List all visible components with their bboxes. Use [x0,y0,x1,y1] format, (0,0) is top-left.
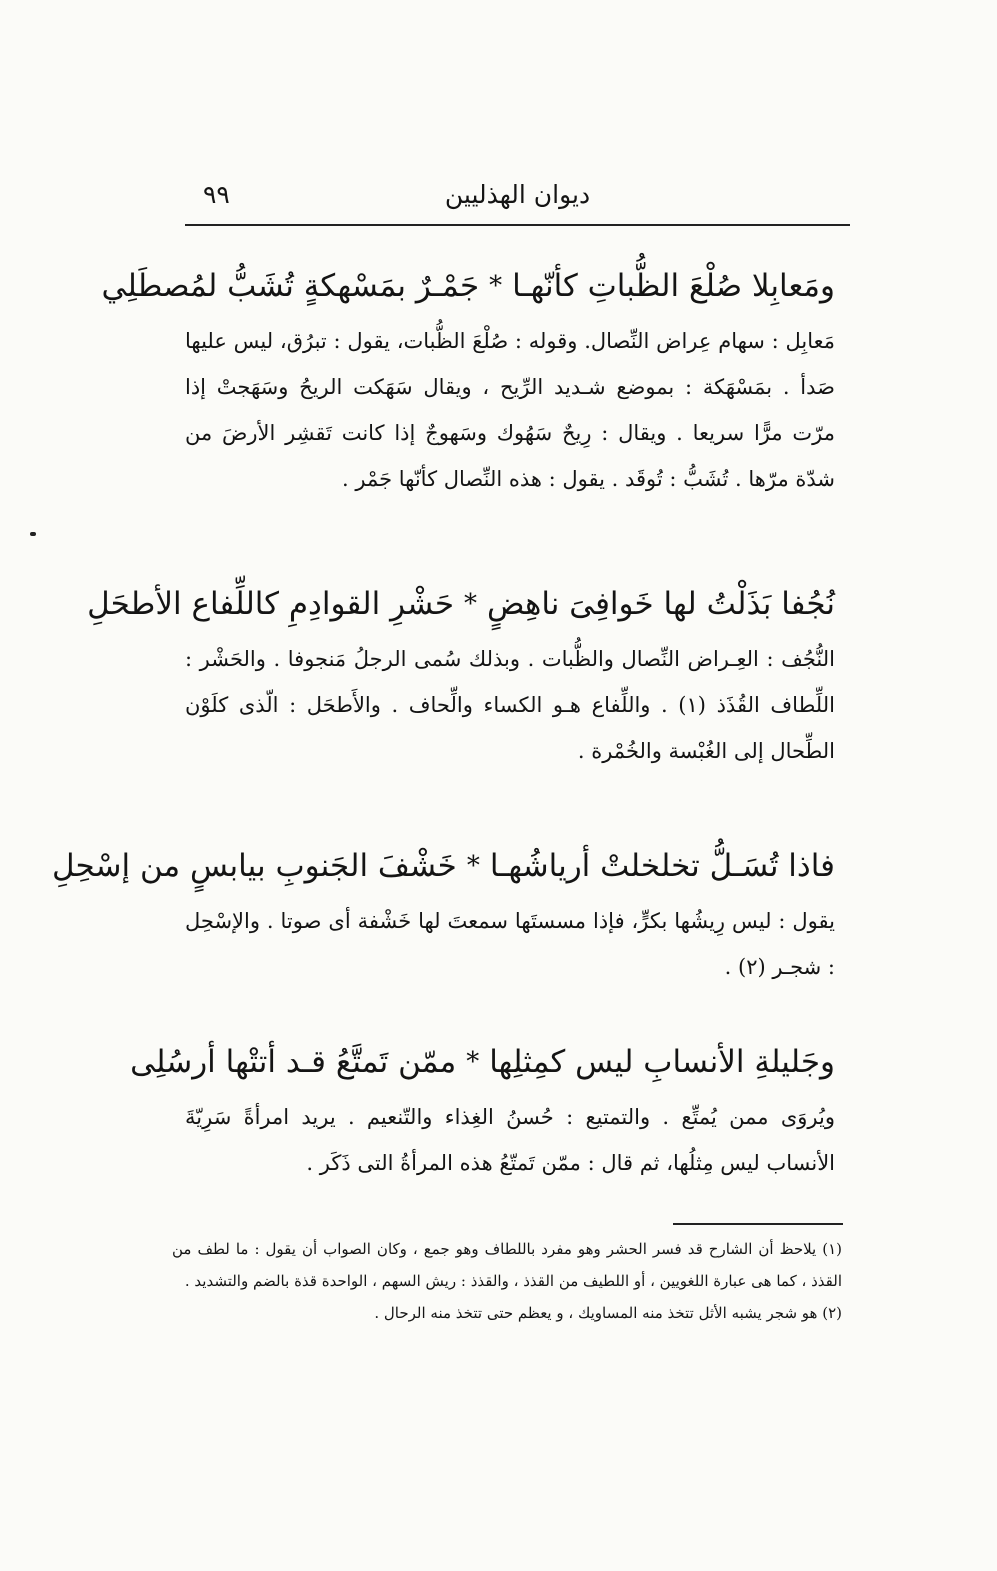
footnote-rule [673,1223,843,1225]
verse-first-hemistich: وجَليلةِ الأنسابِ ليس كمِثلِها [489,1044,835,1080]
header-rule [185,224,850,226]
hemistich-separator: * [466,851,480,881]
verse-second-hemistich: خَشْفَ الجَنوبِ بيابسٍ من إسْحِلِ [52,848,457,884]
ink-speck [30,532,36,536]
hemistich-separator: * [466,1047,480,1077]
verse-line [130,1038,835,1086]
verse-first-hemistich: ومَعابِلا صُلْعَ الظُّباتِ كأنّهـا [512,268,835,304]
entry-2 [87,580,835,774]
hemistich-separator: * [464,589,477,619]
verse-second-hemistich: جَمْـرٌ بمَسْهكةٍ تُشَبُّ لمُصطَلِي [101,268,480,304]
entry-3 [52,842,835,990]
verse-first-hemistich: نُجُفا بَذَلْتُ لها خَوافِىَ ناهِضٍ [487,586,835,622]
verse-second-hemistich: ممّن تَمتَّعُ قـد أتتْها أرسُلِى [130,1044,457,1080]
commentary: يقول : ليس رِيشُها بكرٍّ، فإذا مسستَها سمعتَ لها خَشْفة أى صوتا . والإسْحِل : شجـر (٢) . [185,909,835,979]
commentary: النُّجُف : العِـراض النِّصال والظُّبات . وبذلك سُمى الرجلُ مَنجوفا . والحَشْر : اللِّطاف القُذَذ (١) . واللِّفاع هـو الكساء والِّحاف . والأَطحَل : الّذى كلَوْن الطِّحال إلى الغُبْسة والخُمْرة . [185,647,835,763]
hemistich-separator: * [489,271,503,301]
entry-1 [101,262,835,502]
commentary: مَعابِل : سهام عِراض النِّصال. وقوله : صُلْعَ الظُّبات، يقول : تبرُق، ليس عليها صَدأ . بمَسْهَكة : بموضع شـديد الرِّيح ، ويقال سَهَكت الريحُ وسَهَجتْ إذا مرّت مرًّا سريعا . ويقال : رِيحٌ سَهُوك وسَهوجٌ إذا كانت تَقشِر الأرضَ من شدّة مرّها . تُشَبُّ : تُوقَد . يقول : هذه النِّصال كأنّها جَمْر . [185,329,835,491]
running-title: ديوان الهذليين [444,180,591,209]
verse-line [52,842,835,890]
footnote-2: (٢) هو شجر يشبه الأثل تتخذ منه المساويك ، و يعظم حتى تتخذ منه الرحال . [374,1304,842,1322]
commentary: ويُروَى ممن يُمتِّع . والتمتيع : حُسنُ الغِذاء والتّنعيم . يريد امرأةً سَرِيّةَ الأنساب ليس مِثلُها، ثم قال : ممّن تَمتّعُ هذه المرأةُ التى ذَكَر . [185,1105,835,1175]
verse-line [87,580,835,628]
entry-4 [130,1038,835,1186]
footnote-1: (١) يلاحظ أن الشارح قد فسر الحشر وهو مفرد باللطاف وهو جمع ، وكان الصواب أن يقول : ما لطف من القذذ ، كما هى عبارة اللغويين ، أو اللطيف من القذذ ، والقذذ : ريش السهم ، الواحدة قذة بالضم والتشديد . [172,1240,842,1290]
page-number: ٩٩ [203,180,230,209]
verse-first-hemistich: فاذا تُسَـلُّ تخلخلتْ أرياشُهـا [489,848,835,884]
verse-second-hemistich: حَشْرِ القوادِمِ كاللِّفاع الأطحَلِ [87,586,454,622]
footnotes [172,1233,842,1329]
page-header [185,176,850,216]
verse-line [101,262,835,310]
